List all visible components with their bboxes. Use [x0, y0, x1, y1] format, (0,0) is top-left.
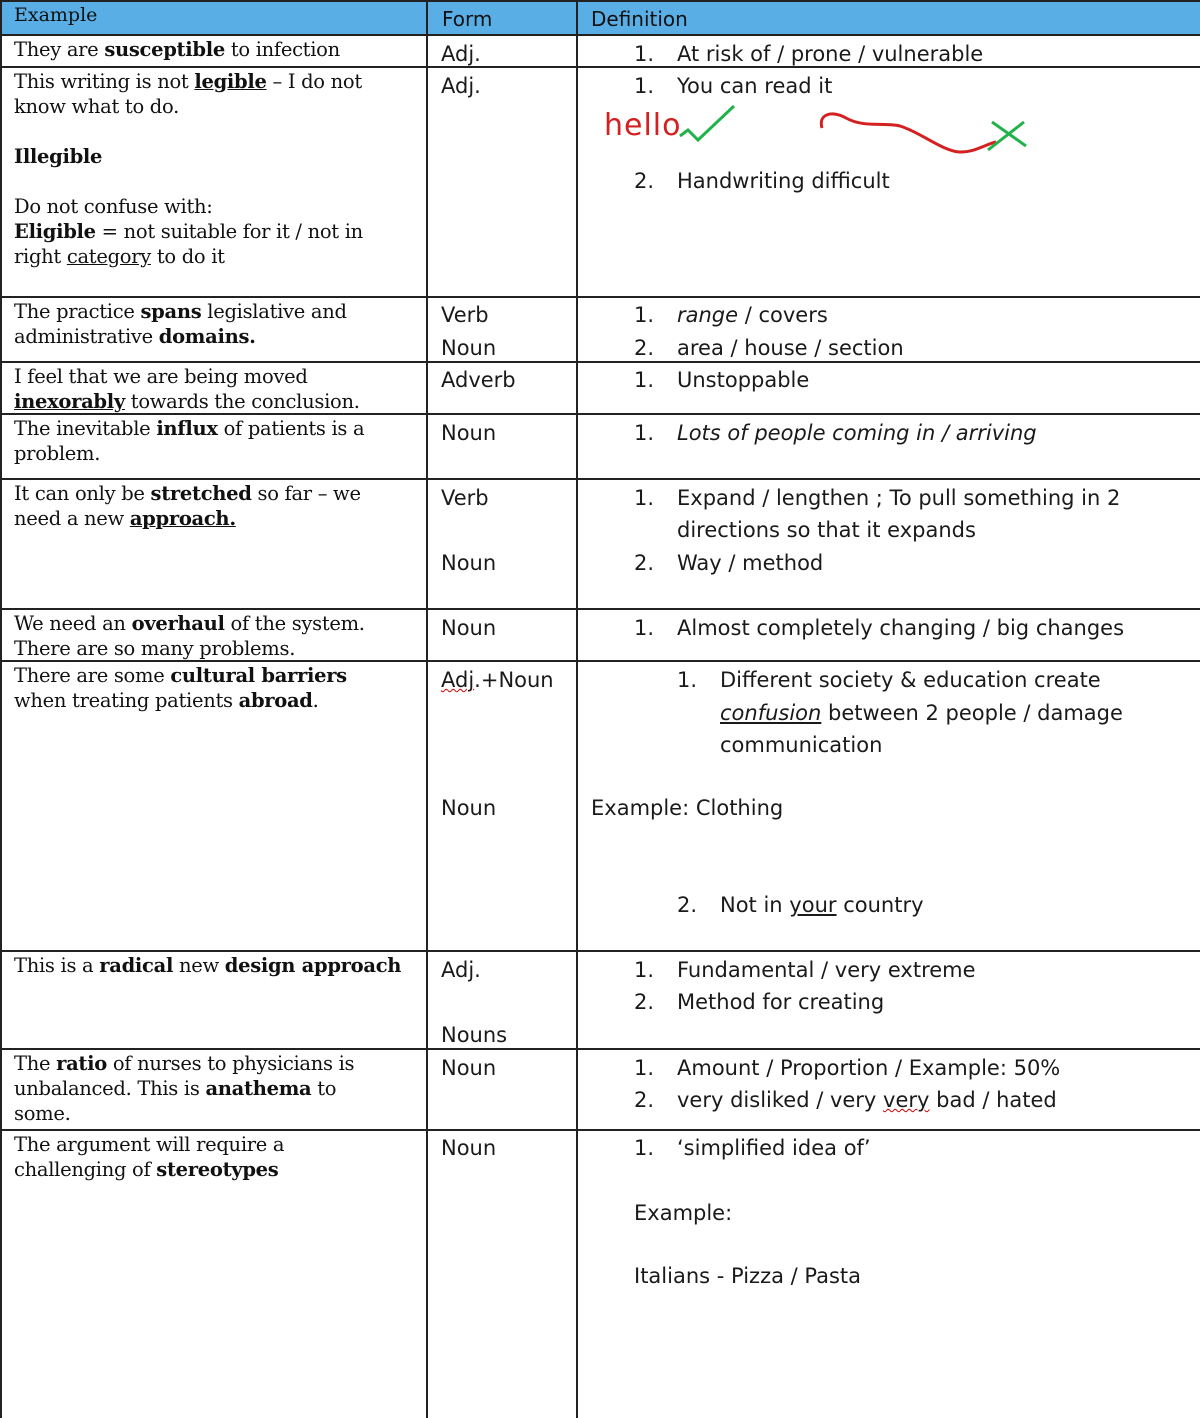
definition-text: Almost completely changing / big changes: [677, 616, 1125, 640]
definition-text: Not in your country: [720, 893, 924, 917]
list-number: 1.: [634, 616, 655, 640]
form-text: Adj.: [441, 958, 481, 982]
form-text: Noun: [441, 336, 497, 360]
form-text: Adj.: [441, 42, 481, 66]
header-form: Form: [442, 7, 493, 31]
example-text: It can only be stretched so far – we need a new approach.: [14, 482, 361, 530]
column-divider-form: [426, 0, 428, 1418]
definition-text: confusion between 2 people / damage: [720, 701, 1123, 725]
example-text: The argument will require a challenging of stereotypes: [14, 1133, 285, 1181]
form-text: Adverb: [441, 368, 516, 392]
handwritten-annotations: [600, 100, 1040, 160]
form-text: Noun: [441, 1136, 497, 1160]
list-number: 2.: [634, 1088, 655, 1112]
definition-text: You can read it: [677, 74, 833, 98]
example-text: There are some cultural barriers when treating patients abroad.: [14, 664, 347, 712]
definition-text: Fundamental / very extreme: [677, 958, 976, 982]
definition-text: directions so that it expands: [677, 518, 976, 542]
row-divider: [0, 1048, 1200, 1050]
row-divider: [0, 1129, 1200, 1131]
definition-text: Different society & education create: [720, 668, 1101, 692]
list-number: 2.: [634, 336, 655, 360]
list-number: 2.: [634, 169, 655, 193]
example-text: The ratio of nurses to physicians is unbalanced. This is anathema to some.: [14, 1052, 355, 1125]
row-divider: [0, 608, 1200, 610]
column-divider-definition: [576, 0, 578, 1418]
form-text: Adj.+Noun: [441, 668, 554, 692]
definition-text: At risk of / prone / vulnerable: [677, 42, 984, 66]
definition-text: Method for creating: [677, 990, 885, 1014]
header-definition: Definition: [591, 7, 688, 31]
definition-text: Expand / lengthen ; To pull something in 2: [677, 486, 1121, 510]
squiggle-line: [821, 114, 996, 152]
cross-mark-icon: [988, 122, 1026, 150]
list-number: 2.: [677, 893, 698, 917]
form-text: Noun: [441, 421, 497, 445]
row-divider: [0, 0, 1200, 2]
example-text: We need an overhaul of the system. There are so many problems.: [14, 612, 365, 660]
list-number: 1.: [634, 1056, 655, 1080]
form-text: Noun: [441, 616, 497, 640]
form-text: Noun: [441, 796, 497, 820]
list-number: 1.: [634, 42, 655, 66]
row-divider: [0, 34, 1200, 36]
definition-example-label: Example:: [634, 1201, 733, 1225]
definition-text: Amount / Proportion / Example: 50%: [677, 1056, 1061, 1080]
definition-text: Lots of people coming in / arriving: [677, 421, 1037, 445]
example-text: They are susceptible to infection: [14, 38, 340, 61]
form-text: Nouns: [441, 1023, 508, 1047]
list-number: 2.: [634, 990, 655, 1014]
list-number: 1.: [634, 303, 655, 327]
example-text: The practice spans legislative and administrative domains.: [14, 300, 347, 348]
definition-text: Handwriting difficult: [677, 169, 890, 193]
definition-example-text: Italians - Pizza / Pasta: [634, 1264, 862, 1288]
row-divider: [0, 296, 1200, 298]
row-divider: [0, 950, 1200, 952]
form-text: Verb: [441, 303, 489, 327]
list-number: 1.: [634, 958, 655, 982]
row-divider: [0, 361, 1200, 363]
example-text: This writing is not legible – I do not know what to do. Illegible Do not confuse with: Eligible = not suitable for it / not in right category to do it: [14, 70, 363, 268]
form-text: Noun: [441, 1056, 497, 1080]
table-border-left: [0, 0, 2, 1418]
form-text: Noun: [441, 551, 497, 575]
form-text: Verb: [441, 486, 489, 510]
definition-text: Way / method: [677, 551, 824, 575]
example-text: I feel that we are being moved inexorably towards the conclusion.: [14, 365, 360, 413]
definition-text: range / covers: [677, 303, 828, 327]
header-example: Example: [14, 4, 98, 26]
definition-text: area / house / section: [677, 336, 904, 360]
definition-text: very disliked / very very bad / hated: [677, 1088, 1057, 1112]
example-text: This is a radical new design approach: [14, 954, 402, 977]
list-number: 2.: [634, 551, 655, 575]
definition-example: Example: Clothing: [591, 796, 784, 820]
definition-text: ‘simplified idea of’: [677, 1136, 871, 1160]
row-divider: [0, 66, 1200, 68]
handwriting-hello: hello: [604, 108, 682, 143]
list-number: 1.: [634, 486, 655, 510]
definition-text: communication: [720, 733, 883, 757]
definition-text: Unstoppable: [677, 368, 810, 392]
list-number: 1.: [634, 74, 655, 98]
list-number: 1.: [677, 668, 698, 692]
list-number: 1.: [634, 1136, 655, 1160]
list-number: 1.: [634, 421, 655, 445]
form-text: Adj.: [441, 74, 481, 98]
example-text: The inevitable influx of patients is a problem.: [14, 417, 365, 465]
list-number: 1.: [634, 368, 655, 392]
checkmark-icon: [680, 106, 734, 140]
row-divider: [0, 478, 1200, 480]
